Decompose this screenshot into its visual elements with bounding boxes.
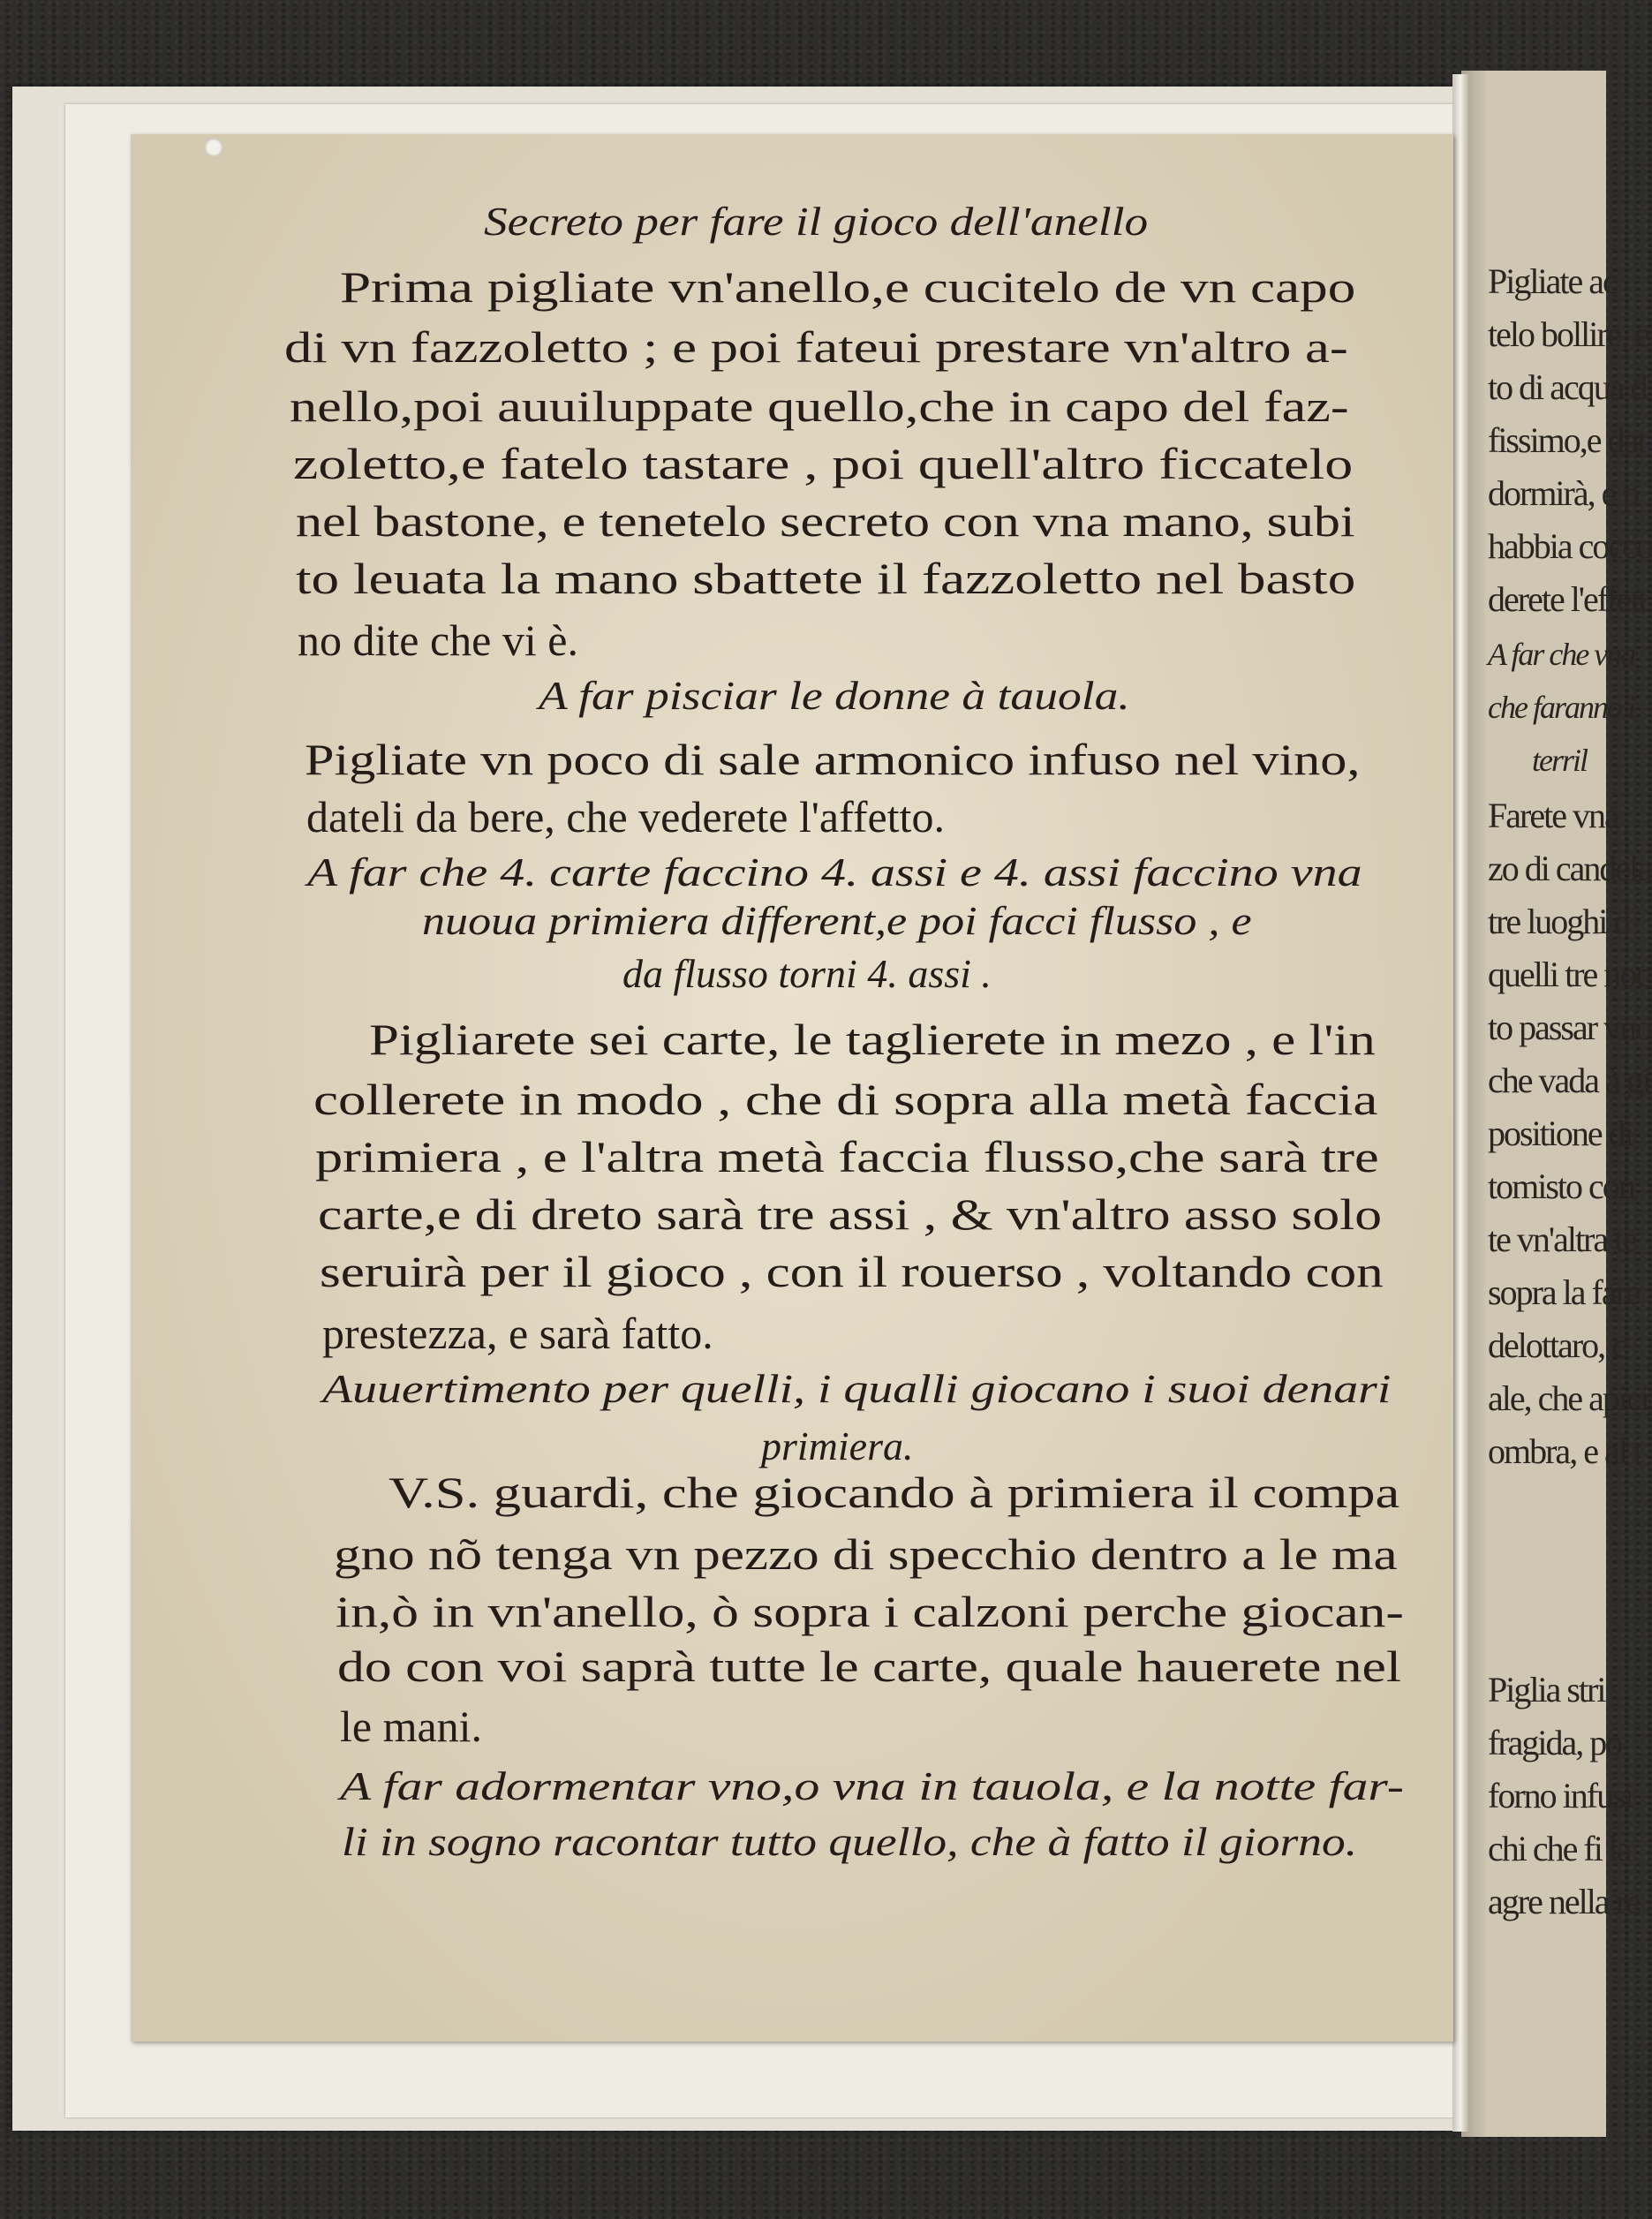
section-heading: da flusso torni 4. assi . (622, 951, 992, 996)
text-line: Pigliate vn poco di sale armonico infuso nel vino, (305, 735, 1361, 784)
text-line: V.S. guardi, che giocando à primiera il compa (388, 1468, 1400, 1517)
facing-line: tre luoghi d (1488, 902, 1630, 941)
facing-line: dormirà, e p (1488, 473, 1639, 513)
facing-line: che faranno i (1488, 690, 1634, 725)
facing-line: to passar vno (1488, 1008, 1652, 1047)
facing-line: fissimo,e dat (1488, 420, 1646, 460)
facing-line: chi che fi la (1488, 1829, 1631, 1868)
facing-line: ale, che apici (1488, 1378, 1648, 1418)
facing-line: positione di (1488, 1113, 1633, 1153)
text-line: zoletto,e fatelo tastare , poi quell'altro ficcatelo (293, 439, 1354, 488)
facing-line: delottaro, c (1488, 1325, 1626, 1365)
section-heading: nuoua primiera different,e poi facci flusso , e (422, 898, 1252, 943)
text-line: to leuata la mano sbattete il fazzoletto nel basto (296, 554, 1356, 603)
facing-line: Piglia stri (1488, 1670, 1605, 1710)
text-line: di vn fazzoletto ; e poi fateui prestare vn'altro a- (284, 322, 1348, 372)
section-heading: Secreto per fare il gioco dell'anello (484, 199, 1149, 244)
facing-line: telo bollire, e (1488, 314, 1649, 354)
text-line: nello,poi auuiluppate quello,che in capo del faz- (290, 381, 1349, 431)
text-line: Pigliarete sei carte, le taglierete in mezo , e l'in (369, 1015, 1376, 1064)
facing-line: zo di candela (1488, 849, 1651, 888)
facing-line: ombra, e al t (1488, 1431, 1641, 1471)
facing-line: quelli tre noc (1488, 955, 1650, 994)
text-line: no dite che vi è. (298, 615, 578, 665)
facing-line: terril (1532, 743, 1588, 778)
facing-line: fragida, po (1488, 1723, 1622, 1762)
text-line: dateli da bere, che vederete l'affetto. (306, 792, 945, 842)
text-line: Prima pigliate vn'anello,e cucitelo de vn capo (340, 262, 1356, 312)
text-line: collerete in modo , che di sopra alla metà faccia (313, 1075, 1378, 1124)
section-heading: A far pisciar le donne à tauola. (539, 673, 1130, 718)
facing-line: forno infusi (1488, 1776, 1633, 1815)
facing-line: A far che vna (1488, 637, 1635, 672)
text-line: seruirà per il gioco , con il rouerso , voltando con (320, 1247, 1384, 1296)
text-line: do con voi saprà tutte le carte, quale hauerete nel (337, 1642, 1402, 1691)
section-heading: li in sogno racontar tutto quello, che à fatto il giorno. (342, 1819, 1358, 1864)
facing-line: Pigliate ac (1488, 261, 1617, 301)
section-heading: Auuertimento per quelli, i qualli giocano i suoi denari (322, 1366, 1392, 1411)
text-line: prestezza, e sarà fatto. (322, 1309, 713, 1358)
text-line: gno nõ tenga vn pezzo di specchio dentro a le ma (334, 1529, 1398, 1579)
text-line: in,ò in vn'anello, ò sopra i calzoni perche giocan- (336, 1587, 1404, 1636)
section-heading: A far adormentar vno,o vna in tauola, e la notte far- (340, 1763, 1404, 1808)
facing-line: habbia cocco (1488, 526, 1652, 566)
facing-line: Farete vna (1488, 796, 1618, 835)
facing-line: te vn'altra te (1488, 1219, 1636, 1259)
section-heading: A far che 4. carte faccino 4. assi e 4. assi faccino vna (307, 849, 1362, 894)
text-line: carte,e di dreto sarà tre assi , & vn'altro asso solo (318, 1189, 1383, 1239)
book-gutter (1452, 74, 1468, 2132)
text-line: primiera , e l'altra metà faccia flusso,che sarà tre (315, 1132, 1379, 1181)
text-line: nel bastone, e tenetelo secreto con vna mano, subi (296, 496, 1355, 546)
section-heading: primiera. (761, 1423, 914, 1468)
facing-line: agre nella re (1488, 1882, 1640, 1921)
page-hole (205, 139, 223, 156)
facing-line: sopra la fare (1488, 1272, 1640, 1312)
facing-page (1461, 71, 1652, 2137)
facing-line: tomisto con (1488, 1166, 1634, 1206)
facing-line: derete l'effett (1488, 579, 1647, 619)
facing-line: to di acqua d (1488, 367, 1647, 407)
text-line: le mani. (340, 1702, 483, 1751)
facing-line: che vada à gi (1488, 1060, 1650, 1100)
